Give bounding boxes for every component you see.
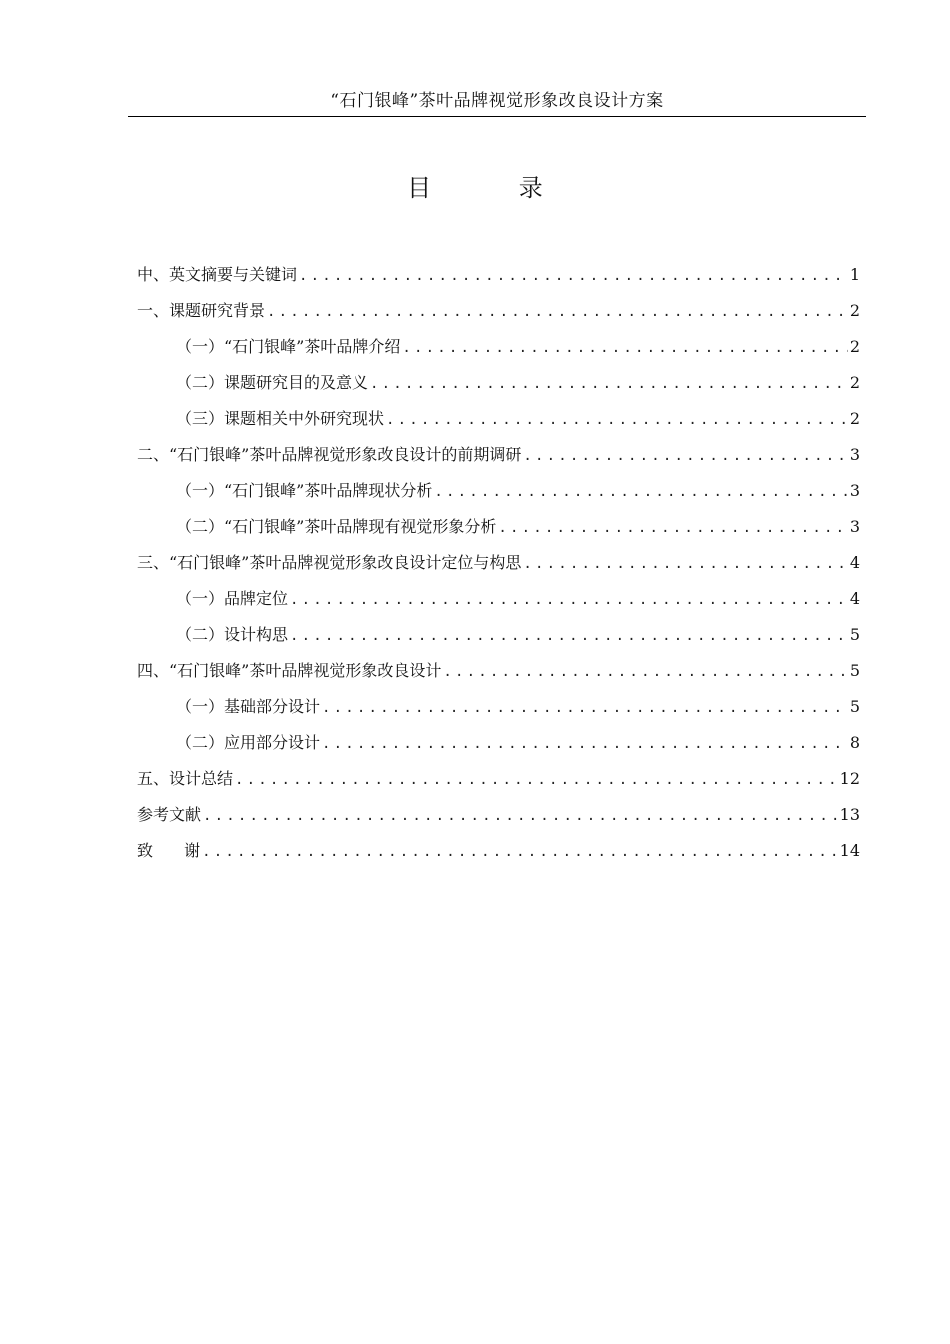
toc-entry-text: （一）“石门银峰”茶叶品牌介绍 <box>176 337 401 356</box>
toc-entry-page: 2 <box>849 337 860 356</box>
toc-entry-page: 4 <box>849 589 860 608</box>
dot-leader <box>370 369 848 399</box>
dot-leader <box>290 585 848 615</box>
toc-entry-section-1-2[interactable] <box>137 368 860 404</box>
toc-entry-page: 13 <box>839 805 860 824</box>
dot-leader <box>498 513 847 543</box>
toc-entry-section-4[interactable] <box>137 656 860 692</box>
toc-entry-page: 5 <box>849 661 860 680</box>
toc-entry-text: （二）应用部分设计 <box>176 733 321 752</box>
toc-entry-page: 1 <box>849 265 860 284</box>
toc-entry-page: 5 <box>849 697 860 716</box>
toc-entry-page: 2 <box>849 301 860 320</box>
toc-entry-section-1-1[interactable] <box>137 332 860 368</box>
table-of-contents <box>137 260 860 872</box>
toc-entry-page: 2 <box>849 373 860 392</box>
toc-entry-page: 8 <box>849 733 860 752</box>
toc-entry-section-2-1[interactable] <box>137 476 860 512</box>
toc-entry-section-4-2[interactable] <box>137 728 860 764</box>
dot-leader <box>290 621 848 651</box>
toc-entry-section-1-3[interactable] <box>137 404 860 440</box>
toc-entry-page: 4 <box>849 553 860 572</box>
toc-title: 目 录 <box>407 174 583 202</box>
dot-leader <box>203 801 838 831</box>
toc-entry-text: 参考文献 <box>137 805 202 824</box>
toc-entry-text: 中、英文摘要与关键词 <box>137 265 298 284</box>
toc-entry-page: 3 <box>849 481 860 500</box>
toc-entry-text: （二）“石门银峰”茶叶品牌现有视觉形象分析 <box>176 517 497 536</box>
dot-leader <box>434 477 847 507</box>
toc-entry-section-3-2[interactable] <box>137 620 860 656</box>
toc-entry-page: 2 <box>849 409 860 428</box>
toc-entry-page: 3 <box>849 445 860 464</box>
dot-leader <box>523 441 847 471</box>
dot-leader <box>235 765 838 795</box>
dot-leader <box>322 729 848 759</box>
toc-entry-text: （二）设计构思 <box>176 625 289 644</box>
dot-leader <box>267 297 848 327</box>
dot-leader <box>402 333 847 363</box>
running-header <box>128 88 866 117</box>
toc-entry-text: （一）品牌定位 <box>176 589 289 608</box>
toc-entry-text: 二、“石门银峰”茶叶品牌视觉形象改良设计的前期调研 <box>137 445 522 464</box>
toc-entry-section-2-2[interactable] <box>137 512 860 548</box>
toc-entry-section-1[interactable] <box>137 296 860 332</box>
toc-entry-page: 14 <box>839 841 860 860</box>
dot-leader <box>523 549 847 579</box>
toc-entry-page: 3 <box>849 517 860 536</box>
toc-entry-text: 五、设计总结 <box>137 769 234 788</box>
toc-entry-text: （三）课题相关中外研究现状 <box>176 409 385 428</box>
toc-entry-section-5[interactable] <box>137 764 860 800</box>
dot-leader <box>322 693 848 723</box>
toc-entry-text: 三、“石门银峰”茶叶品牌视觉形象改良设计定位与构思 <box>137 553 522 572</box>
toc-entry-text: 一、课题研究背景 <box>137 301 266 320</box>
toc-entry-text: （一）“石门银峰”茶叶品牌现状分析 <box>176 481 433 500</box>
toc-entry-text: （二）课题研究目的及意义 <box>176 373 369 392</box>
toc-entry-abstract[interactable] <box>137 260 860 296</box>
toc-entry-page: 12 <box>839 769 860 788</box>
dot-leader <box>299 261 848 291</box>
toc-entry-acknowledgements[interactable] <box>137 836 860 872</box>
toc-entry-text: （一）基础部分设计 <box>176 697 321 716</box>
dot-leader <box>443 657 847 687</box>
toc-entry-text: 四、“石门银峰”茶叶品牌视觉形象改良设计 <box>137 661 442 680</box>
document-title: “石门银峰”茶叶品牌视觉形象改良设计方案 <box>330 91 664 111</box>
toc-entry-section-3-1[interactable] <box>137 584 860 620</box>
toc-entry-section-3[interactable] <box>137 548 860 584</box>
toc-entry-page: 5 <box>849 625 860 644</box>
toc-entry-references[interactable] <box>137 800 860 836</box>
toc-entry-section-2[interactable] <box>137 440 860 476</box>
dot-leader <box>202 837 838 867</box>
toc-entry-section-4-1[interactable] <box>137 692 860 728</box>
dot-leader <box>386 405 848 435</box>
toc-entry-text: 致 谢 <box>137 841 201 860</box>
